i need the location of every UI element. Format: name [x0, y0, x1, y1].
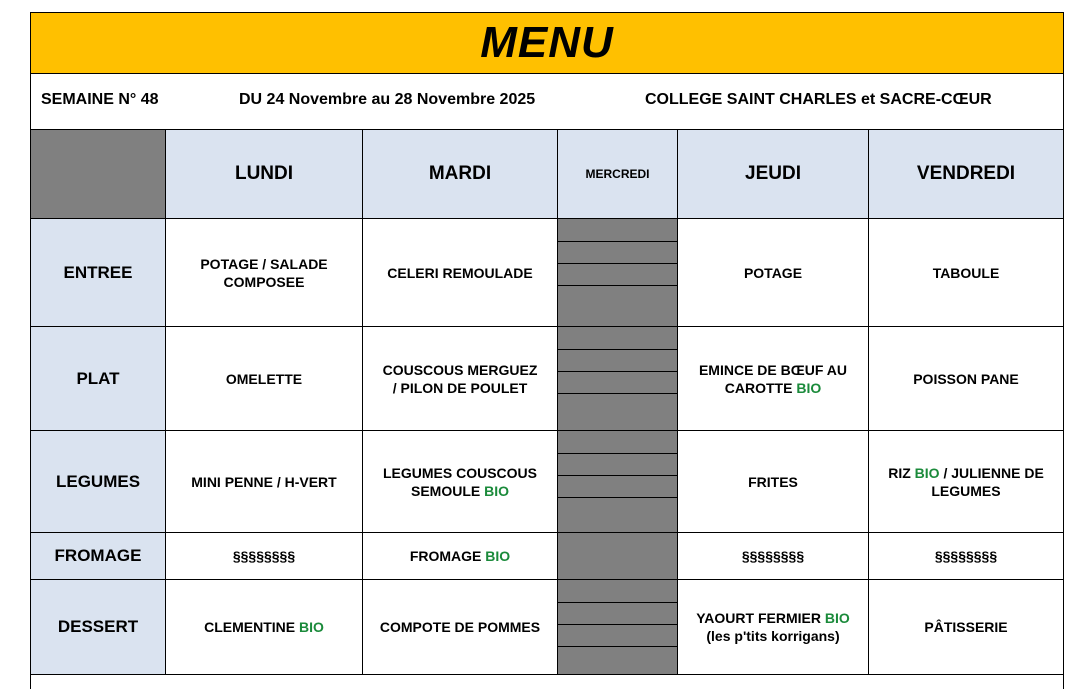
cell-fromage-mardi: [363, 533, 558, 580]
school-name: COLLEGE SAINT CHARLES et SACRE-CŒUR: [645, 91, 992, 108]
dish-label: RIZ: [888, 464, 911, 481]
dish-label: CLEMENTINE: [204, 619, 296, 635]
mercredi-closed-dessert: [558, 580, 678, 675]
menu-title: MENU: [30, 12, 1064, 74]
cell-fromage-vendredi: §§§§§§§§: [869, 533, 1064, 580]
cell-dessert-jeudi-text: [696, 609, 850, 645]
day-header-vendredi: VENDREDI: [869, 130, 1064, 219]
cell-fromage-mardi-text: [410, 547, 510, 565]
cell-entree-jeudi: POTAGE: [678, 219, 869, 327]
bio-label: BIO: [299, 619, 324, 635]
cell-legumes-vendredi: [869, 431, 1064, 533]
row-label-dessert: DESSERT: [30, 580, 166, 675]
bio-label: BIO: [484, 482, 509, 499]
bio-label: BIO: [824, 610, 850, 626]
row-label-entree: ENTREE: [30, 219, 166, 327]
bio-label: BIO: [485, 548, 511, 564]
mercredi-closed-entree: [558, 219, 678, 327]
cell-fromage-jeudi: §§§§§§§§: [678, 533, 869, 580]
cell-legumes-mardi-text: [371, 464, 549, 500]
dish-label: FROMAGE: [409, 548, 482, 564]
menu-table: [30, 130, 1064, 675]
cell-entree-lundi: POTAGE / SALADE COMPOSEE: [166, 219, 363, 327]
cell-dessert-lundi-text: [204, 618, 324, 636]
cell-entree-vendredi: TABOULE: [869, 219, 1064, 327]
cell-dessert-jeudi: [678, 580, 869, 675]
cell-legumes-jeudi: FRITES: [678, 431, 869, 533]
cell-fromage-lundi: §§§§§§§§: [166, 533, 363, 580]
dish-note: (les p'tits korrigans): [706, 628, 840, 644]
cell-plat-vendredi: POISSON PANE: [869, 327, 1064, 431]
cell-dessert-vendredi: PÂTISSERIE: [869, 580, 1064, 675]
cell-legumes-vendredi-text: [877, 464, 1055, 500]
row-label-legumes: LEGUMES: [30, 431, 166, 533]
cell-plat-jeudi: [678, 327, 869, 431]
day-header-mercredi: MERCREDI: [558, 130, 678, 219]
corner-cell: [30, 130, 166, 219]
cell-dessert-lundi: [166, 580, 363, 675]
cell-legumes-mardi: [363, 431, 558, 533]
info-bar: [30, 73, 1064, 130]
dish-label: EMINCE DE BŒUF AU CAROTTE: [698, 361, 848, 396]
cell-plat-mardi: COUSCOUS MERGUEZ / PILON DE POULET: [363, 327, 558, 431]
mercredi-closed-fromage: [558, 533, 678, 580]
bio-label: BIO: [914, 464, 940, 481]
cell-plat-lundi: OMELETTE: [166, 327, 363, 431]
cell-entree-mardi: CELERI REMOULADE: [363, 219, 558, 327]
row-label-fromage: FROMAGE: [30, 533, 166, 580]
dish-label: YAOURT FERMIER: [696, 610, 821, 626]
mercredi-closed-legumes: [558, 431, 678, 533]
cell-plat-jeudi-text: [686, 361, 860, 397]
row-label-plat: PLAT: [30, 327, 166, 431]
dish-label-cont: / JULIENNE DE LEGUMES: [931, 464, 1044, 499]
day-header-mardi: MARDI: [363, 130, 558, 219]
dish-label: LEGUMES COUSCOUS SEMOULE: [382, 464, 537, 499]
cell-legumes-lundi: MINI PENNE / H-VERT: [166, 431, 363, 533]
day-header-lundi: LUNDI: [166, 130, 363, 219]
date-range: DU 24 Novembre au 28 Novembre 2025: [239, 91, 536, 108]
cell-dessert-mardi: COMPOTE DE POMMES: [363, 580, 558, 675]
day-header-jeudi: JEUDI: [678, 130, 869, 219]
table-bottom-edge: [30, 675, 1064, 689]
bio-label: BIO: [796, 379, 822, 396]
week-number: SEMAINE N° 48: [41, 91, 159, 108]
mercredi-closed-plat: [558, 327, 678, 431]
